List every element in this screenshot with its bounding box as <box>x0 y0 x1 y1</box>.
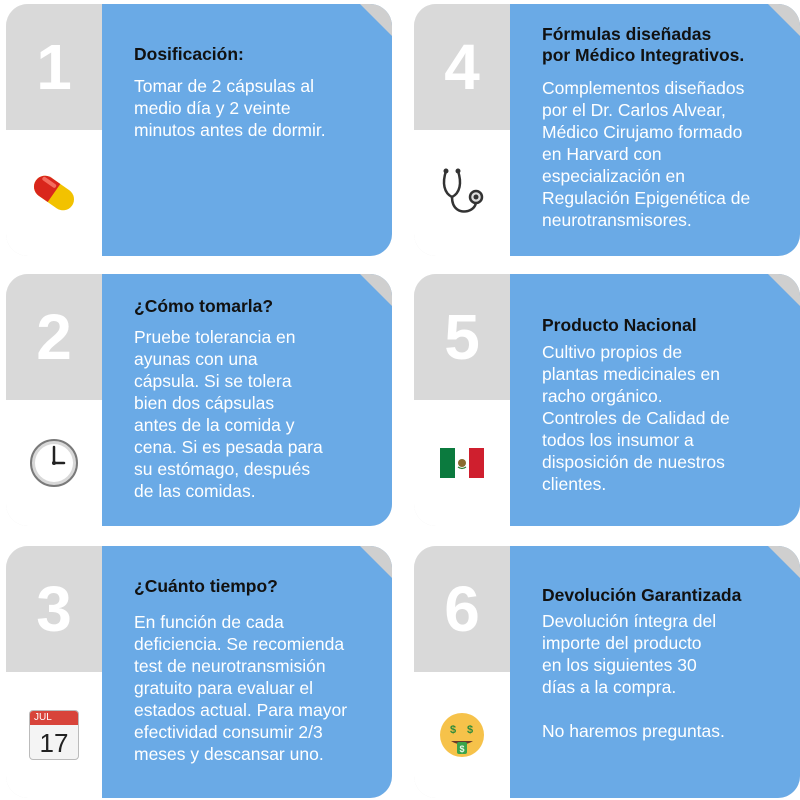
money-mouth-face-icon <box>437 710 487 760</box>
clock-icon <box>28 437 80 489</box>
card-panel <box>102 4 392 256</box>
card-number: 5 <box>444 301 480 373</box>
icon-block <box>6 672 102 798</box>
card-panel <box>510 4 800 256</box>
card-number: 4 <box>444 31 480 103</box>
card-dosificacion <box>6 4 392 256</box>
card-number: 1 <box>36 31 72 103</box>
card-title: ¿Cómo tomarla? <box>134 296 274 316</box>
card-title: Producto Nacional <box>542 315 697 335</box>
card-title: Devolución Garantizada <box>542 585 742 605</box>
calendar-month: JUL <box>30 711 78 725</box>
calendar-day: 17 <box>39 728 69 758</box>
card-como-tomarla <box>6 274 392 526</box>
number-block <box>414 546 510 672</box>
stethoscope-icon <box>434 165 490 221</box>
folded-corner <box>360 4 392 36</box>
card-text: Complementos diseñados por el Dr. Carlos Alvear, Médico Cirujamo formado en Harvard con especialización en Regulación Epigenética de neurotransmisores. <box>542 78 751 230</box>
card-formulas <box>414 4 800 256</box>
number-block <box>6 4 102 130</box>
folded-corner <box>768 546 800 578</box>
card-devolucion <box>414 546 800 798</box>
card-text: Pruebe tolerancia en ayunas con una cápsula. Si se tolera bien dos cápsulas antes de la comida y cena. Si es pesada para su estómago, después de las comidas. <box>134 327 323 501</box>
card-panel <box>510 274 800 526</box>
number-block <box>414 4 510 130</box>
card-title: ¿Cuánto tiempo? <box>134 576 278 596</box>
card-panel <box>102 274 392 526</box>
icon-block <box>6 400 102 526</box>
card-number: 3 <box>36 573 72 645</box>
card-text: Cultivo propios de plantas medicinales en racho orgánico. Controles de Calidad de todos los insumor a disposición de nuestros clientes. <box>542 342 730 494</box>
icon-block <box>414 130 510 256</box>
folded-corner <box>360 546 392 578</box>
icon-block <box>6 130 102 256</box>
card-title: Dosificación: <box>134 44 244 64</box>
card-number: 2 <box>36 301 72 373</box>
card-number: 6 <box>444 573 480 645</box>
folded-corner <box>768 4 800 36</box>
icon-block <box>414 400 510 526</box>
card-producto-nacional <box>414 274 800 526</box>
number-block <box>6 274 102 400</box>
card-text: Tomar de 2 cápsulas al medio día y 2 veinte minutos antes de dormir. <box>134 76 326 140</box>
svg-text:$: $ <box>459 744 465 754</box>
svg-text:$: $ <box>450 724 457 736</box>
card-text: Devolución íntegra del importe del producto en los siguientes 30 días a la compra. No haremos preguntas. <box>542 611 725 741</box>
number-block <box>414 274 510 400</box>
svg-text:$: $ <box>467 724 474 736</box>
folded-corner <box>360 274 392 306</box>
icon-block <box>414 672 510 798</box>
pill-icon <box>26 165 82 221</box>
number-block <box>6 546 102 672</box>
card-cuanto-tiempo <box>6 546 392 798</box>
folded-corner <box>768 274 800 306</box>
mexico-flag-icon <box>440 448 484 478</box>
card-text: En función de cada deficiencia. Se recomienda test de neurotransmisión gratuito para evaluar el estados actual. Para mayor efectividad consumir 2/3 meses y descansar uno. <box>134 612 348 764</box>
card-panel <box>102 546 392 798</box>
card-panel <box>510 546 800 798</box>
card-title: Fórmulas diseñadas por Médico Integrativos. <box>542 24 745 65</box>
calendar-icon <box>29 710 79 760</box>
